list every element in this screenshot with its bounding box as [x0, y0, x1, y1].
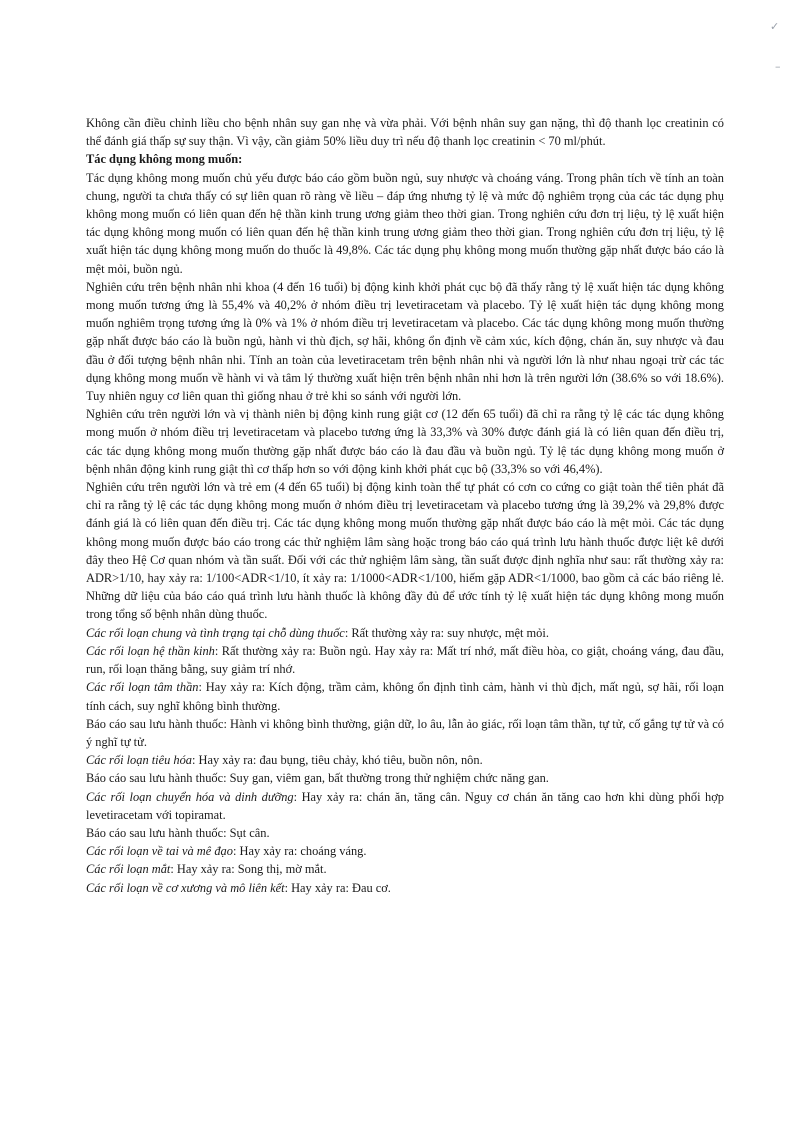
scan-dash: – — [775, 60, 781, 73]
category-label: Các rối loạn hệ thần kinh — [86, 643, 215, 658]
paragraph: Không cần điều chỉnh liều cho bệnh nhân suy gan nhẹ và vừa phải. Với bệnh nhân suy gan nặng, thì độ thanh lọc creatinin có thể đánh giá thấp sự suy thận. Vì vậy, cần giảm 50% liều duy trì nếu độ thanh lọc creatinin < 70 ml/phút. — [86, 116, 724, 149]
category-label: Các rối loạn tiêu hóa — [86, 753, 193, 768]
paragraph: Báo cáo sau lưu hành thuốc: Hành vi không bình thường, giận dữ, lo âu, lẫn ảo giác, rối loạn tâm thần, tự tử, cố gắng tự tử và có ý nghĩ tự tử. — [86, 716, 724, 749]
category-label: Các rối loạn về tai và mê đạo — [86, 844, 233, 859]
paragraph: Tác dụng không mong muốn chủ yếu được báo cáo gồm buồn ngủ, suy nhược và choáng váng. Trong phân tích về tính an toàn chung, người ta chưa thấy có sự liên quan rõ ràng về liều – đáp ứng nhưng tỷ lệ và mức độ nghiêm trọng của các tác dụng phụ không mong muốn có liên quan đến hệ thần kinh trung ương giảm theo thời gian. Trong nghiên cứu đơn trị liệu, tỷ lệ xuất hiện tác dụng không mong muốn có liên quan đến hệ thần kinh trung ương giảm theo thời gian. Trong nghiên cứu đơn trị liệu, tỷ lệ xuất hiện tác dụng không mong muốn do thuốc là 49,8%. Các tác dụng phụ không mong muốn thường gặp nhất được báo cáo là mệt mỏi, buồn ngủ. — [86, 170, 724, 276]
category-label: Các rối loạn mắt — [86, 862, 171, 877]
scan-mark: ✓ — [770, 20, 780, 33]
category-label: Các rối loạn tâm thần — [86, 680, 199, 695]
category-paragraph — [86, 860, 724, 878]
paragraph: Nghiên cứu trên người lớn và trẻ em (4 đến 65 tuổi) bị động kinh toàn thể tự phát có cơn co cứng co giật toàn thể tiên phát đã chỉ ra rằng tỷ lệ các tác dụng không mong muốn ở nhóm điều trị levetiracetam và placebo tương ứng là 39,2% và 29,8% được đánh giá là có liên quan đến điều trị. Các tác dụng không mong muốn thường gặp nhất được báo cáo là mệt mỏi. Các tác dụng không mong muốn được báo cáo trong các thử nghiệm lâm sàng hoặc trong báo cáo quá trình lưu hành thuốc được liệt kê dưới đây theo Hệ Cơ quan nhóm và tần suất. Đối với các thử nghiệm lâm sàng, tần suất được định nghĩa như sau: rất thường xảy ra: ADR>1/10, hay xảy ra: 1/100<ADR<1/10, ít xảy ra: 1/1000<ADR<1/100, hiếm gặp ADR<1/1000, bao gồm cả các báo riêng lẻ. Những dữ liệu của báo cáo quá trình lưu hành thuốc là không đầy đủ để ước tính tỷ lệ xuất hiện tác dụng không mong muốn trong tổng số bệnh nhân dùng thuốc. — [86, 480, 724, 622]
category-text: : Hay xảy ra: choáng váng. — [232, 844, 367, 859]
category-paragraph — [86, 788, 724, 824]
paragraph: Nghiên cứu trên người lớn và vị thành niên bị động kinh rung giật cơ (12 đến 65 tuổi) đã chỉ ra rằng tỷ lệ các tác dụng không mong muốn ở nhóm điều trị levetiracetam và placebo tương ứng là 33,3% và 30% được đánh giá là có liên quan đến điều trị, các tác dụng không mong muốn thường gặp nhất được báo cáo là đau đầu và buồn ngủ. Tỷ lệ tác dụng không mong muốn ở bệnh nhân động kinh rung giật thì cơ thấp hơn so với động kinh khởi phát cục bộ (33,3% so với 46,4%). — [86, 407, 724, 476]
category-text: : Hay xảy ra: Kích động, trầm cảm, không ổn định tình cảm, hành vi thù địch, mất ngủ, sợ hãi, rối loạn tính cách, suy nghĩ không bình thường. — [86, 680, 724, 713]
paragraph: Báo cáo sau lưu hành thuốc: Suy gan, viêm gan, bất thường trong thử nghiệm chức năng gan. — [86, 771, 549, 786]
category-text: : Rất thường xảy ra: suy nhược, mệt mỏi. — [344, 625, 549, 640]
category-text: : Hay xảy ra: chán ăn, tăng cân. Nguy cơ chán ăn tăng cao hơn khi dùng phối hợp levetiracetam với topiramat. — [86, 789, 725, 822]
category-paragraph — [86, 624, 724, 642]
category-label: Các rối loạn về cơ xương và mô liên kết — [86, 880, 285, 895]
category-paragraph — [86, 751, 724, 769]
category-text: : Hay xảy ra: Song thị, mờ mắt. — [170, 862, 327, 877]
document-body — [86, 114, 724, 897]
paragraph: Nghiên cứu trên bệnh nhân nhi khoa (4 đến 16 tuổi) bị động kinh khởi phát cục bộ đã thấy rằng tỷ lệ xuất hiện tác dụng không mong muốn tương ứng là 55,4% và 40,2% ở nhóm điều trị levetiracetam và placebo. Tỷ lệ xuất hiện tác dụng không mong muốn nghiêm trọng tương ứng là 0% và 1% ở nhóm điều trị levetiracetam và placebo. Các tác dụng không mong muốn thường gặp nhất được báo cáo là buồn ngủ, hành vi thù địch, sợ hãi, không ổn định về cảm xúc, kích động, chán ăn, suy nhược và đau đầu ở đối tượng bệnh nhân nhi. Tính an toàn của levetiracetam trên bệnh nhân nhi và người lớn là như nhau ngoại trừ các tác dụng không mong muốn về hành vi và tâm lý thường xuất hiện trên bệnh nhân nhi hơn là trên người lớn (38.6% so với 18.6%). Tuy nhiên nguy cơ liên quan thì giống nhau ở trẻ khi so sánh với người lớn. — [86, 279, 724, 404]
category-text: : Hay xảy ra: đau bụng, tiêu chảy, khó tiêu, buồn nôn, nôn. — [192, 753, 483, 768]
paragraph: Báo cáo sau lưu hành thuốc: Sụt cân. — [86, 825, 270, 840]
section-heading: Tác dụng không mong muốn: — [86, 152, 243, 167]
category-text: : Rất thường xảy ra: Buồn ngủ. Hay xảy ra: Mất trí nhớ, mất điều hòa, co giật, choáng váng, đau đầu, run, rối loạn thăng bằng, suy giảm trí nhớ. — [86, 643, 724, 677]
category-label: Các rối loạn chuyển hóa và dinh dưỡng — [86, 789, 294, 804]
category-text: : Hay xảy ra: Đau cơ. — [284, 880, 391, 895]
category-paragraph — [86, 642, 724, 678]
category-paragraph — [86, 842, 724, 860]
category-paragraph — [86, 879, 724, 897]
category-label: Các rối loạn chung và tình trạng tại chỗ dùng thuốc — [86, 625, 345, 640]
category-paragraph — [86, 678, 724, 714]
